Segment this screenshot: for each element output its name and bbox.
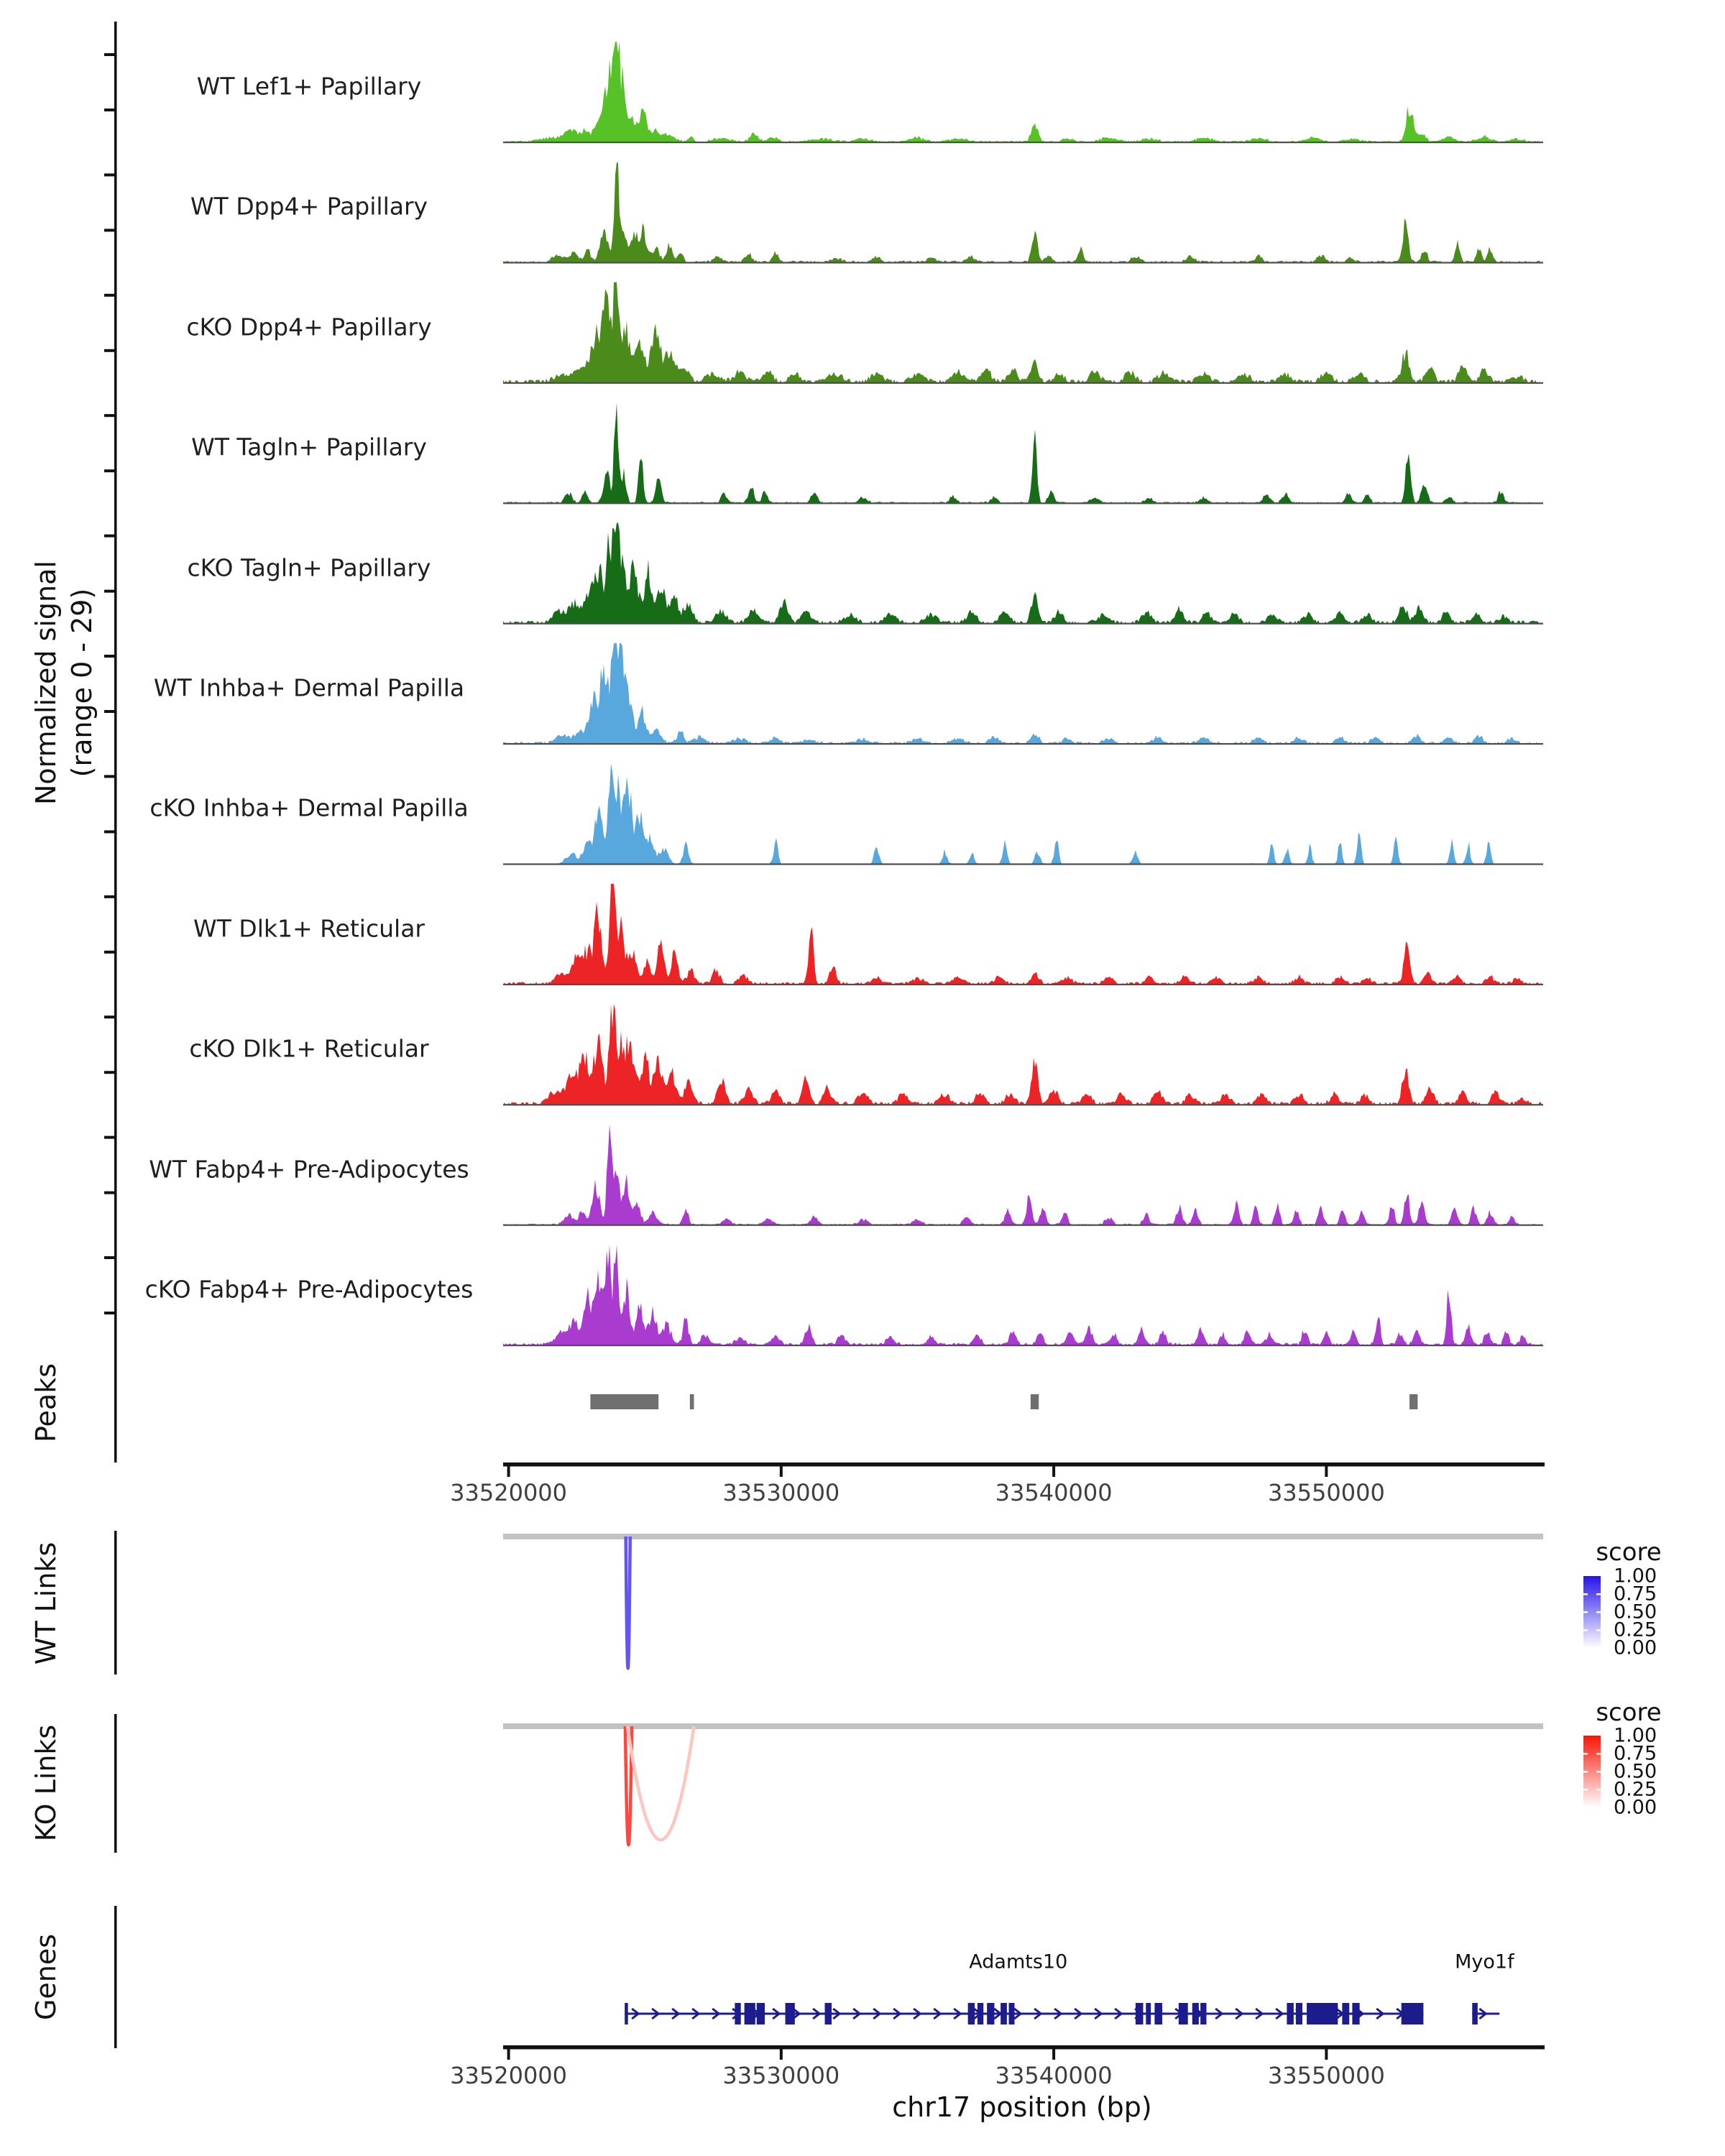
ko-legend-bar-tick <box>1596 1753 1601 1755</box>
track-label-6: WT Inhba+ Dermal Papilla <box>153 673 465 702</box>
signal-axis-tick <box>104 1015 114 1018</box>
wt-links-bracket <box>114 1531 117 1674</box>
signal-axis-tick <box>104 1256 114 1259</box>
signal-track-8 <box>503 884 1542 985</box>
genes-bracket <box>114 1906 117 2048</box>
gene-exon <box>735 2003 740 2024</box>
upper-x-tick-label-3: 33550000 <box>1267 1479 1385 1506</box>
peak-interval <box>1031 1394 1039 1409</box>
signal-baseline <box>503 984 1543 985</box>
signal-axis-tick <box>104 173 114 176</box>
signal-track-9 <box>503 1004 1542 1105</box>
gene-exon <box>745 2003 755 2024</box>
gene-exon <box>1342 2003 1349 2024</box>
upper-x-axis-tick <box>780 1466 783 1477</box>
signal-axis-tick <box>104 775 114 778</box>
upper-x-tick-label-0: 33520000 <box>450 1479 568 1506</box>
section-label-ko-links: KO Links <box>30 1724 62 1842</box>
section-label-genes: Genes <box>30 1933 62 2021</box>
signal-axis-tick <box>104 951 114 954</box>
gene-exon <box>978 2003 983 2024</box>
signal-axis-tick <box>104 53 114 56</box>
signal-baseline <box>503 863 1543 865</box>
track-label-8: WT Dlk1+ Reticular <box>193 914 425 943</box>
lower-x-tick-label-3: 33550000 <box>1267 2062 1385 2089</box>
wt-legend-bar-tick <box>1583 1611 1588 1613</box>
gene-exon <box>1287 2003 1293 2024</box>
ko-legend-bar-tick <box>1583 1789 1588 1791</box>
signal-track-11 <box>503 1245 1542 1345</box>
signal-baseline <box>503 262 1543 263</box>
lower-x-axis-line <box>503 2045 1545 2050</box>
gene-exon <box>1146 2003 1151 2024</box>
ko-links-bracket <box>114 1714 117 1853</box>
signal-track-1 <box>503 42 1542 142</box>
track-label-3: cKO Dpp4+ Papillary <box>186 313 432 341</box>
gene-exon <box>987 2003 994 2024</box>
y-axis-label-line2: (range 0 - 29) <box>66 588 98 778</box>
signal-baseline <box>503 1345 1543 1346</box>
gene-exon <box>1200 2003 1206 2024</box>
lower-x-tick-label-2: 33540000 <box>995 2062 1113 2089</box>
signal-baseline <box>503 1104 1543 1105</box>
signal-axis-tick <box>104 710 114 713</box>
ko-legend-bar-tick <box>1583 1753 1588 1755</box>
gene-exon <box>786 2003 795 2024</box>
gene-exon <box>1136 2003 1144 2024</box>
upper-x-axis-line <box>503 1462 1545 1467</box>
signal-axis-tick <box>104 349 114 352</box>
upper-x-axis-tick <box>507 1466 510 1477</box>
peak-interval <box>1409 1394 1417 1409</box>
wt-legend-tick-label: 0.00 <box>1614 1636 1657 1659</box>
gene-exon <box>757 2003 765 2024</box>
lower-x-tick-label-0: 33520000 <box>450 2062 568 2089</box>
signal-axis-spine <box>114 22 117 1355</box>
signal-track-10 <box>503 1125 1542 1225</box>
signal-track-3 <box>503 282 1542 383</box>
signal-baseline <box>503 1225 1543 1226</box>
track-label-1: WT Lef1+ Papillary <box>196 72 422 101</box>
gene-exon <box>1402 2003 1424 2024</box>
signal-axis-tick <box>104 229 114 231</box>
gene-exon <box>625 2003 628 2024</box>
gene-exon <box>968 2003 975 2024</box>
wt-legend-bar-tick <box>1583 1629 1588 1631</box>
y-axis-label-line1: Normalized signal <box>30 561 62 805</box>
signal-axis-tick <box>104 109 114 111</box>
upper-x-axis-tick <box>1325 1466 1328 1477</box>
track-label-7: cKO Inhba+ Dermal Papilla <box>150 793 469 822</box>
signal-baseline <box>503 382 1543 384</box>
ko-legend-bar-tick <box>1596 1771 1601 1773</box>
gene-exon <box>1307 2003 1338 2024</box>
signal-axis-tick <box>104 655 114 658</box>
signal-baseline <box>503 142 1543 143</box>
gene-name-Myo1f: Myo1f <box>1455 1950 1514 1973</box>
wt-legend-tick-label: 0.75 <box>1614 1583 1657 1606</box>
lower-x-axis-tick <box>507 2049 510 2060</box>
track-label-5: cKO Tagln+ Papillary <box>187 553 431 582</box>
ko-legend-tick-label: 0.25 <box>1614 1778 1657 1801</box>
signal-axis-tick <box>104 1192 114 1194</box>
lower-x-axis-tick <box>1325 2049 1328 2060</box>
signal-baseline <box>503 502 1543 504</box>
signal-axis-tick <box>104 414 114 417</box>
signal-axis-tick <box>104 294 114 297</box>
track-label-2: WT Dpp4+ Papillary <box>190 192 428 221</box>
signal-axis-tick <box>104 469 114 472</box>
wt-legend-bar-tick <box>1596 1629 1601 1631</box>
x-axis-title: chr17 position (bp) <box>892 2091 1152 2123</box>
signal-axis-tick <box>104 1071 114 1074</box>
wt-legend-tick-label: 0.50 <box>1614 1600 1657 1623</box>
upper-x-axis-tick <box>1052 1466 1055 1477</box>
signal-axis-tick <box>104 830 114 833</box>
peak-interval <box>590 1394 658 1409</box>
peaks-bracket <box>114 1348 117 1462</box>
peak-interval <box>690 1394 694 1409</box>
signal-track-7 <box>503 763 1542 864</box>
ko-legend-bar-tick <box>1583 1771 1588 1773</box>
gene-exon <box>1154 2003 1162 2024</box>
track-label-4: WT Tagln+ Papillary <box>191 433 427 461</box>
lower-x-tick-label-1: 33530000 <box>722 2062 840 2089</box>
gene-exon <box>825 2003 832 2024</box>
signal-track-5 <box>503 523 1542 624</box>
gene-exon <box>1192 2003 1199 2024</box>
wt-links-legend-title: score <box>1596 1538 1662 1567</box>
wt-link-baseline <box>503 1534 1543 1539</box>
signal-baseline <box>503 623 1543 625</box>
ko-legend-tick-label: 1.00 <box>1614 1724 1657 1747</box>
ko-links-legend-title: score <box>1596 1698 1662 1727</box>
ko-legend-bar-tick <box>1596 1789 1601 1791</box>
gene-exon <box>1000 2003 1007 2024</box>
track-label-10: WT Fabp4+ Pre-Adipocytes <box>149 1155 469 1184</box>
signal-axis-tick <box>104 895 114 898</box>
ko-legend-tick-label: 0.75 <box>1614 1742 1657 1765</box>
wt-legend-bar-tick <box>1596 1593 1601 1595</box>
section-label-wt-links: WT Links <box>30 1542 62 1665</box>
ko-legend-tick-label: 0.00 <box>1614 1796 1657 1819</box>
ko-link-arc <box>627 1726 694 1840</box>
wt-legend-tick-label: 1.00 <box>1614 1565 1657 1588</box>
wt-legend-bar-tick <box>1583 1593 1588 1595</box>
signal-axis-tick <box>104 590 114 593</box>
gene-exon <box>1179 2003 1188 2024</box>
signal-axis-tick <box>104 1136 114 1139</box>
signal-track-4 <box>503 402 1542 503</box>
gene-exon <box>1296 2003 1302 2024</box>
signal-track-6 <box>503 643 1542 744</box>
wt-legend-tick-label: 0.25 <box>1614 1618 1657 1641</box>
ko-legend-tick-label: 0.50 <box>1614 1760 1657 1783</box>
signal-axis-tick <box>104 535 114 538</box>
track-label-9: cKO Dlk1+ Reticular <box>189 1034 429 1063</box>
wt-link-arc <box>626 1537 630 1668</box>
signal-axis-tick <box>104 1312 114 1314</box>
section-label-peaks: Peaks <box>30 1363 62 1443</box>
upper-x-tick-label-1: 33530000 <box>722 1479 840 1506</box>
gene-exon <box>1352 2003 1359 2024</box>
ko-link-baseline <box>503 1723 1543 1729</box>
signal-baseline <box>503 743 1543 745</box>
gene-exon <box>1009 2003 1015 2024</box>
signal-track-2 <box>503 162 1542 262</box>
gene-exon <box>1472 2003 1478 2024</box>
lower-x-axis-tick <box>1052 2049 1055 2060</box>
upper-x-tick-label-2: 33540000 <box>995 1479 1113 1506</box>
gene-name-Adamts10: Adamts10 <box>969 1950 1068 1973</box>
wt-legend-bar-tick <box>1596 1611 1601 1613</box>
track-label-11: cKO Fabp4+ Pre-Adipocytes <box>144 1275 474 1304</box>
lower-x-axis-tick <box>780 2049 783 2060</box>
